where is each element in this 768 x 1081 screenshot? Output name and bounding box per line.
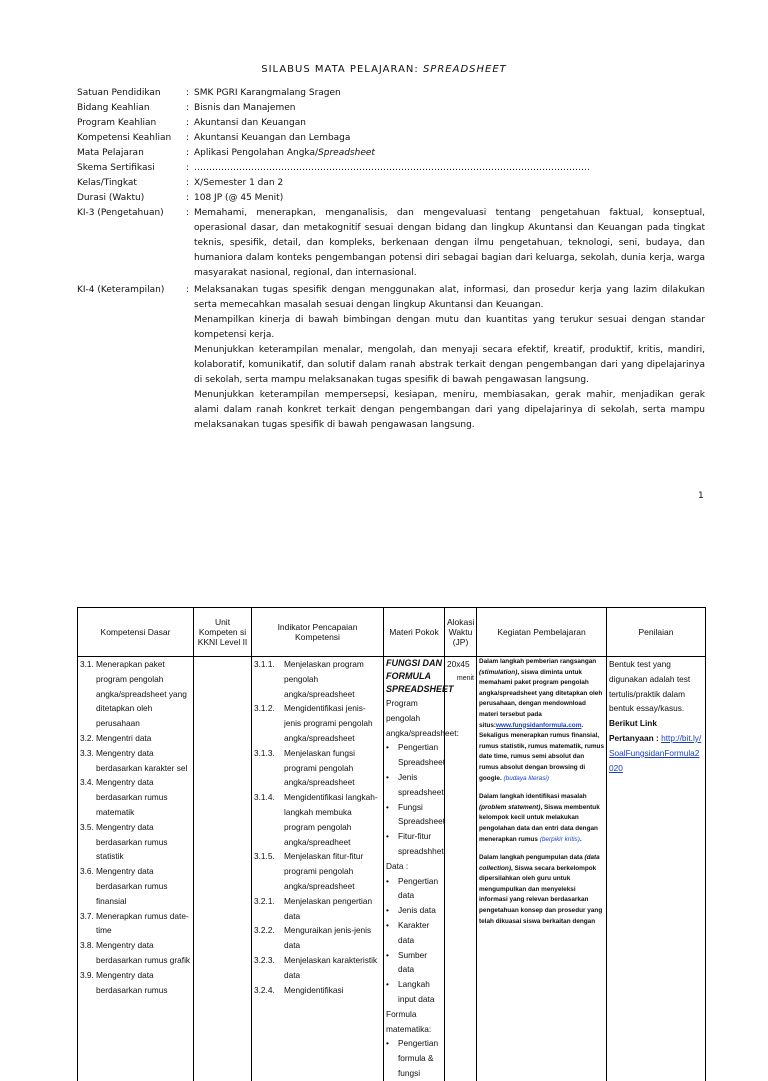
list-item: • Langkah input data xyxy=(386,979,435,1004)
cell-penilaian: Bentuk test yang digunakan adalah test tertulis/praktik dalam bentuk essay/kasus. Berikut Link Pertanyaan : http://bit.ly/SoalFungsidanFormula2020 xyxy=(607,657,706,1081)
meta-row: Bidang Keahlian : Bisnis dan Manajemen xyxy=(77,101,705,116)
meta-label: Durasi (Waktu) xyxy=(77,193,145,203)
list-item: • Pengertian data xyxy=(386,875,439,901)
list-item: 3.1.3. Menjelaskan fungsi programi pengolah angka/spreadsheet xyxy=(254,747,356,788)
ki4-row: KI-4 (Keterampilan) : Melaksanakan tugas spesifik dengan menggunakan alat, informasi, dan prosedur kerja yang lazim dilakukan serta memecahkan masalah sesuai dengan lingkup Akuntansi dan Keuangan. Menampilkan kinerja di bawah bimbingan dengan mutu dan kuantitas yang terukur sesuai dengan standar kompetensi kerja. Menunjukkan keterampilan menalar, mengolah, dan menyaji secara efektif, kreatif, produktif, kritis, mandiri, kolaboratif, komunikatif, dan solutif dalam ranah abstrak terkait dengan pengembangan dari yang dipelajarinya di sekolah, serta mampu melaksanakan tugas spesifik di bawah pengawasan langsung. Menunjukkan keterampilan mempersepsi, kesiapan, meniru, membiasakan, gerak mahir, menjadikan gerak alami dalam ranah konkret terkait dengan pengembangan dari yang dipelajarinya di sekolah, serta mampu melaksanakan tugas spesifik di bawah pengawasan langsung. xyxy=(77,285,705,430)
page-number: 1 xyxy=(698,491,704,501)
meta-value: Aplikasi Pengolahan Angka/Spreadsheet xyxy=(194,148,375,158)
list-item: 3.1.4. Mengidentifikasi langkah-langkah membuka program pengolah angka/spreadheet xyxy=(254,792,378,847)
meta-label: Kelas/Tingkat xyxy=(77,178,137,188)
meta-label: Mata Pelajaran xyxy=(77,148,144,158)
list-item: 3.2.4. Mengidentifikasi xyxy=(254,984,344,995)
list-item: • Fungsi Spreadsheet xyxy=(386,801,446,827)
list-item: 3.4. Mengentry data berdasarkan rumus matematik xyxy=(80,777,168,817)
cell-unit-kompetensi xyxy=(194,657,252,1081)
kegiatan-problem-statement: Dalam langkah identifikasi masalah (problem statement), Siswa membentuk kelompok kecil untuk melakukan pengolahan data dan entri data dengan menerapkan rumus (berpikir kritis). xyxy=(479,793,600,843)
list-item: 3.5. Mengentry data berdasarkan rumus statistik xyxy=(80,821,168,862)
list-item: • Sumber data xyxy=(386,949,428,975)
syllabus-table xyxy=(77,607,706,1081)
meta-value: Akuntansi Keuangan dan Lembaga xyxy=(194,133,351,143)
header-unit-kompetensi: Unit Kompeten si KKNI Level II xyxy=(194,608,252,657)
header-alokasi-waktu: Alokasi Waktu (JP) xyxy=(445,608,477,657)
list-item: 3.1.2. Mengidentifikasi jenis-jenis programi pengolah angka/spreadsheet xyxy=(254,703,373,743)
list-item: 3.9. Mengentry data berdasarkan rumus xyxy=(80,969,168,995)
cell-kegiatan xyxy=(477,657,607,1081)
list-item: 3.6. Mengentry data berdasarkan rumus finansial xyxy=(80,866,168,906)
header-kegiatan: Kegiatan Pembelajaran xyxy=(477,608,607,657)
list-item: 3.3. Mengentry data berdasarkan karakter sel xyxy=(80,747,188,773)
meta-row: Program Keahlian : Akuntansi dan Keuangan xyxy=(77,116,705,131)
soal-link[interactable]: http://bit.ly/SoalFungsidanFormula2020 xyxy=(609,732,702,773)
list-item: • Jenis data xyxy=(386,905,436,916)
table-header-row xyxy=(78,608,706,657)
kegiatan-stimulation: Dalam langkah pemberian rangsangan (stimulation), siswa diminta untuk memahami paket program pengolah angka/spreadsheet yang ditetapkan oleh perusahaan, dengan mendownload materi tersebut pada situs:www.fungsidanformula.com. Sekaligus menerapkan rumus finansial, rumus statistik, rumus matematik, rumus date time, rumus semi absolut dan rumus absolut dengan browsing di google. (budaya literasi) xyxy=(479,658,605,782)
ki3-row: KI-3 (Pengetahuan) : Memahami, menerapkan, menganalisis, dan mengevaluasi tentang pengetahuan faktual, konseptual, operasional dasar, dan metakognitif sesuai dengan bidang dan lingkup Akuntansi dan Keuangan pada tingkat teknis, spesifik, detail, dan kompleks, berkenaan dengan ilmu pengetahuan, teknologi, seni, budaya, dan humaniora dalam konteks pengembangan potensi diri sebagai bagian dari keluarga, sekolah, dunia kerja, warga masyarakat nasional, regional, dan internasional. xyxy=(77,208,705,278)
meta-row: Skema Sertifikasi : …………………………………………………………………………………………………………………… xyxy=(77,161,705,176)
materi-website-link[interactable]: www.fungsidanformula.com xyxy=(496,721,582,729)
meta-value: …………………………………………………………………………………………………………………… xyxy=(194,163,590,173)
meta-value: 108 JP (@ 45 Menit) xyxy=(194,193,284,203)
cell-materi-pokok: FUNGSI DAN FORMULA SPREADSHEET Program pengolah angka/spreadsheet: • Pengertian Spreadsheet • Jenis spreadsheet • Fungsi Spreadsheet • Fitur-fitur spreadshhet Data : • Pengertian data • Jenis data • Karakter data • Sumber data • Langkah input data Formula matematika: • Pengertian formula & fungsi xyxy=(384,657,445,1081)
list-item: • Fitur-fitur spreadshhet xyxy=(386,831,444,856)
meta-label: Bidang Keahlian xyxy=(77,103,150,113)
cell-kompetensi-dasar xyxy=(78,657,194,1081)
table-row xyxy=(78,657,706,1081)
meta-label: Kompetensi Keahlian xyxy=(77,133,172,143)
list-item: • Pengertian formula & fungsi xyxy=(386,1038,439,1078)
list-item: 3.8. Mengentry data berdasarkan rumus grafik xyxy=(80,940,191,965)
list-item: • Karakter data xyxy=(386,919,430,945)
document-title: SILABUS MATA PELAJARAN: SPREADSHEET xyxy=(261,64,507,75)
list-item: 3.2.1. Menjelaskan pengertian data xyxy=(254,895,373,921)
list-item: 3.1.1. Menjelaskan program pengolah angka/spreadsheet xyxy=(254,659,364,699)
cell-indikator xyxy=(252,657,384,1081)
cell-alokasi-waktu: 20x45 menit xyxy=(445,657,477,1081)
meta-row: Kelas/Tingkat : X/Semester 1 dan 2 xyxy=(77,176,705,191)
list-item: 3.2.2. Menguraikan jenis-jenis data xyxy=(254,925,372,951)
meta-value: SMK PGRI Karangmalang Sragen xyxy=(194,88,341,98)
meta-value: X/Semester 1 dan 2 xyxy=(194,178,284,188)
list-item: 3.2. Mengentri data xyxy=(80,732,152,743)
list-item: • Pengertian Spreadsheet xyxy=(386,742,446,768)
list-item: • Jenis spreadsheet xyxy=(386,771,444,797)
meta-row: Satuan Pendidikan : SMK PGRI Karangmalang Sragen xyxy=(77,86,705,101)
meta-label: Satuan Pendidikan xyxy=(77,88,161,98)
meta-row: Kompetensi Keahlian : Akuntansi Keuangan dan Lembaga xyxy=(77,131,705,146)
list-item: 3.2.3. Menjelaskan karakteristik data xyxy=(254,954,378,980)
kegiatan-data-collection: Dalam langkah pengumpulan data (data collection), Siswa secara berkelompok dipersilahkan oleh guru untuk mengumpulkan dan menyeleksi informasi yang relevan berdasarkan pengetahuan konsep dan prosedur yang telah dikuasai siswa berkaitan dengan xyxy=(479,854,603,925)
header-penilaian: Penilaian xyxy=(607,608,706,657)
list-item: 3.7. Menerapkan rumus date-time xyxy=(80,910,189,936)
meta-value: Akuntansi dan Keuangan xyxy=(194,118,306,128)
header-materi-pokok: Materi Pokok xyxy=(384,608,445,657)
header-indikator: Indikator Pencapaian Kompetensi xyxy=(252,608,384,657)
meta-value: Bisnis dan Manajemen xyxy=(194,103,296,113)
list-item: 3.1. Menerapkan paket program pengolah angka/spreadsheet yang ditetapkan oleh perusahaan xyxy=(80,659,187,729)
meta-row: Durasi (Waktu) : 108 JP (@ 45 Menit) xyxy=(77,191,705,206)
list-item: 3.1.5. Menjelaskan fitur-fitur programi pengolah angka/spreadsheet xyxy=(254,851,364,891)
materi-heading: FUNGSI DAN FORMULA SPREADSHEET xyxy=(386,658,454,694)
meta-label: Skema Sertifikasi xyxy=(77,163,155,173)
meta-label: Program Keahlian xyxy=(77,118,157,128)
header-kompetensi-dasar: Kompetensi Dasar xyxy=(78,608,194,657)
syllabus-metadata xyxy=(77,86,705,433)
meta-row: Mata Pelajaran : Aplikasi Pengolahan Angka/Spreadsheet xyxy=(77,146,705,161)
